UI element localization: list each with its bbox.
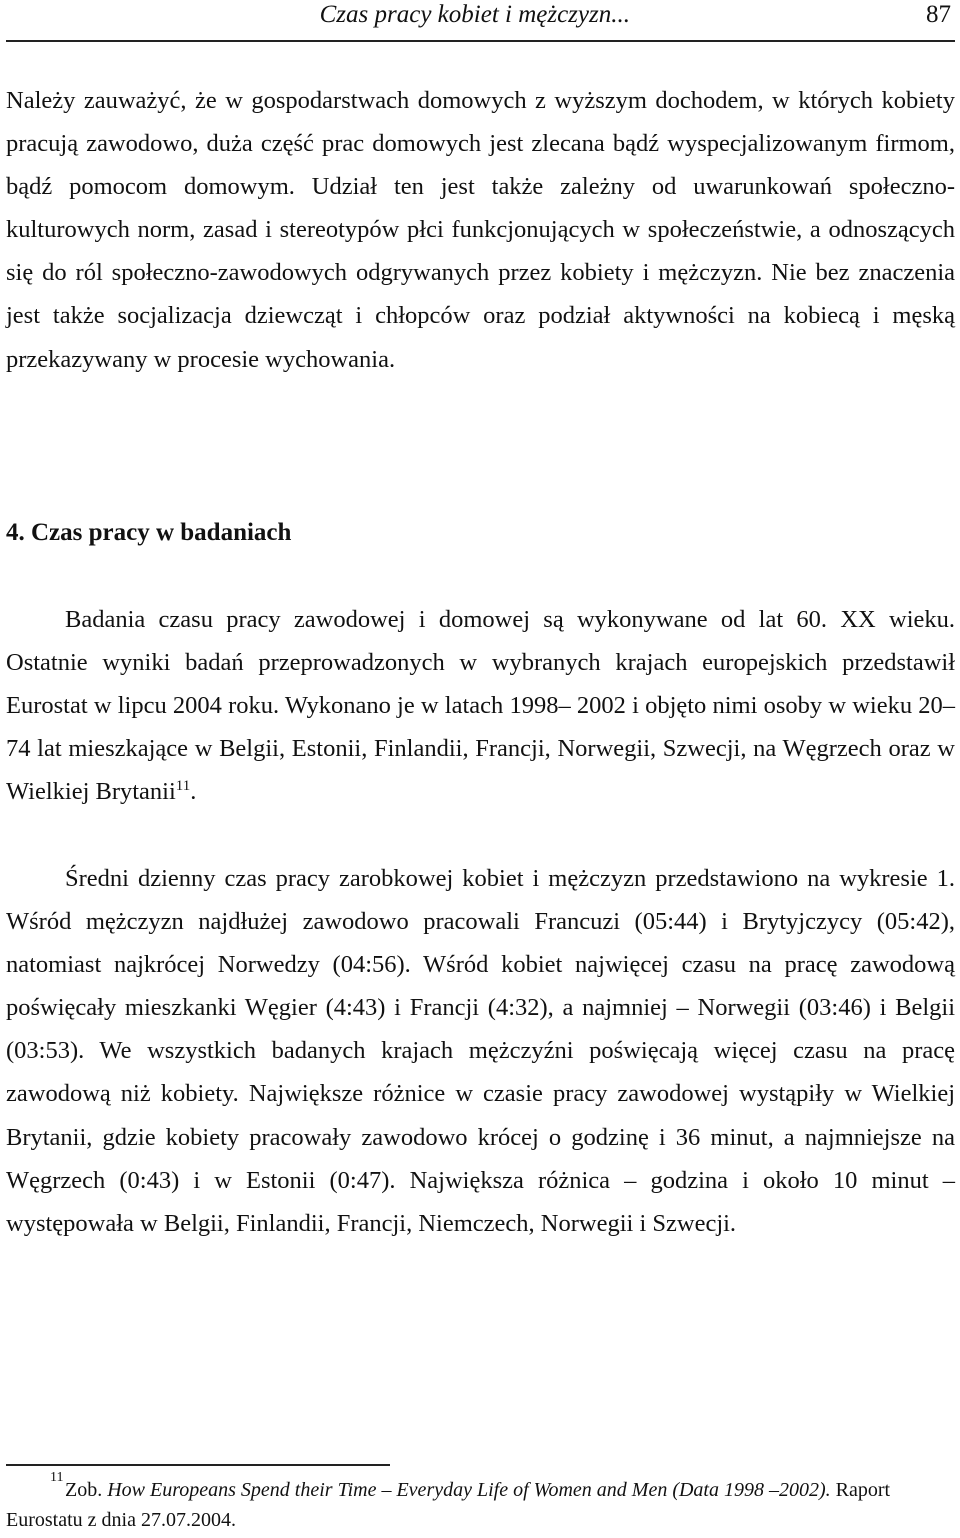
- running-header: [6, 0, 955, 34]
- footnote-source-title: How Europeans Spend their Time – Everyday Life of Women and Men (Data 1998 –2002).: [107, 1479, 831, 1501]
- running-title: Czas pracy kobiet i mężczyzn...: [319, 1, 630, 28]
- footnote-rule: [6, 1464, 390, 1466]
- footnote-prefix: Zob.: [65, 1479, 103, 1501]
- footnote: [6, 1470, 955, 1535]
- paragraph-eurostat-study: [6, 598, 955, 813]
- footnote-source-suffix: Raport Eurostatu z dnia 27.07.2004.: [6, 1479, 891, 1531]
- book-page: [6, 0, 955, 1538]
- header-rule: [6, 40, 955, 42]
- footnote-reference[interactable]: 11: [175, 778, 191, 795]
- section-heading: 4. Czas pracy w badaniach: [6, 519, 292, 546]
- paragraph-working-time-results: Średni dzienny czas pracy zarobkowej kobiet i mężczyzn przedstawiono na wykresie 1. Wśród mężczyzn najdłużej zawodowo pracowali Francuzi (05:44) i Brytyjczycy (05:42), natomiast najkrócej Norwedzy (04:56). Wśród kobiet najwięcej czasu na pracę zawodową poświęcały mieszkanki Węgier (4:43) i Francji (4:32), a najmniej – Norwegii (03:46) i Belgii (03:53). We wszystkich badanych krajach mężczyźni poświęcają więcej czasu na pracę zawodową niż kobiety. Największe różnice w czasie pracy zawodowej wystąpiły w Wielkiej Brytanii, gdzie kobiety pracowały zawodowo krócej o godzinę i 36 minut, a najmniejsze na Węgrzech (0:43) i w Estonii (0:47). Największa różnica – godzina i około 10 minut – występowała w Belgii, Finlandii, Francji, Niemczech, Norwegii i Szwecji.: [6, 865, 955, 1237]
- footnote-number: 11: [50, 1470, 64, 1485]
- paragraph-eurostat-study-end: .: [190, 778, 197, 806]
- paragraph-eurostat-study-text: Badania czasu pracy zawodowej i domowej są wykonywane od lat 60. XX wieku. Ostatnie wyniki badań przeprowadzonych w wybranych krajach europejskich przedstawił Eurostat w lipcu 2004 roku. Wykonano je w latach 1998– 2002 i objęto nimi osoby w wieku 20–74 lat mieszkające w Belgii, Estonii, Finlandii, Francji, Norwegii, Szwecji, na Węgrzech oraz w Wielkiej Brytanii: [6, 606, 955, 806]
- page-number: 87: [926, 1, 951, 28]
- paragraph-household-work: Należy zauważyć, że w gospodarstwach domowych z wyższym dochodem, w których kobiety pracują zawodowo, duża część prac domowych jest zlecana bądź wyspecjalizowanym firmom, bądź pomocom domowym. Udział ten jest także zależny od uwarunkowań społeczno-kulturowych norm, zasad i stereotypów płci funkcjonujących w społeczeństwie, a odnoszących się do ról społeczno-zawodowych odgrywanych przez kobiety i mężczyzn. Nie bez znaczenia jest także socjalizacja dziewcząt i chłopców oraz podział aktywności na kobiecą i męską przekazywany w procesie wychowania.: [6, 87, 955, 373]
